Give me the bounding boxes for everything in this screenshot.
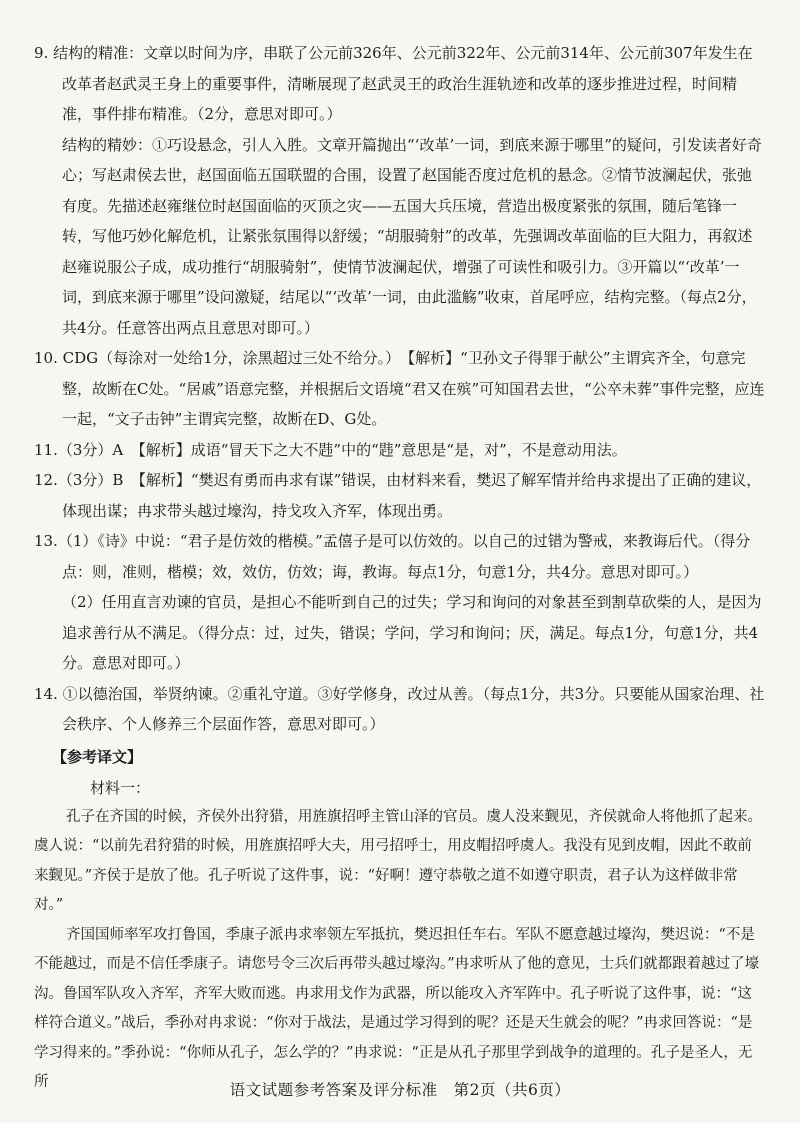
answer-q12: 12.（3分）B 【解析】“樊迟有勇而冉求有谋”错误，由材料来看，樊迟了解军情并给冉求提出了正确的建议，体现出谋；冉求带头越过壕沟，持戈攻入齐军，体现出勇。 xyxy=(34,471,762,520)
translation-paragraph-2: 齐国国师率军攻打鲁国，季康子派冉求率领左军抵抗，樊迟担任车右。军队不愿意越过壕沟，樊迟说：“不是不能越过，而是不信任季康子。请您号令三次后再带头越过壕沟。”冉求听从了他的意见，士兵们就都跟着越过了壕沟。鲁国军队攻入齐军，齐军大败而逃。冉求用戈作为武器，所以能攻入齐军阵中。孔子听说了这件事，说：“这样符合道义。”战后，季孙对冉求说：“你对于战法，是通过学习得到的呢？还是天生就会的呢？”冉求回答说：“是学习得来的。”季孙说：“你师从孔子，怎么学的？”冉求说：“正是从孔子那里学到战争的道理的。孔子是圣人，无所 xyxy=(34,926,760,1090)
translation-subheading: 材料一： xyxy=(90,778,151,797)
answer-q11: 11.（3分）A 【解析】成语“冒天下之大不韪”中的“韪”意思是“是，对”，不是意动用法。 xyxy=(34,440,627,459)
page-footer: 语文试题参考答案及评分标准 第2页（共6页） xyxy=(229,1081,571,1099)
answer-q10: 10. CDG（每涂对一处给1分，涂黑超过三处不给分。） 【解析】“卫孙文子得罪于献公”主谓宾齐全，句意完整，故断在C处。“居戚”语意完整，并根据后文语境“君又在殡”可知国君去世，“公卒未葬”事件完整，应连一起，“文子击钟”主谓宾完整，故断在D、G处。 xyxy=(34,349,765,428)
answer-q13-part2: （2）任用直言劝谏的官员，是担心不能听到自己的过失；学习和询问的对象甚至到割草砍柴的人，是因为追求善行从不满足。（得分点：过，过失，错误；学问，学习和询问；厌，满足。每点1分，句意1分，共4分。意思对即可。） xyxy=(62,593,762,672)
translation-paragraph-1: 孔子在齐国的时候，齐侯外出狩猎，用旌旗招呼主管山泽的官员。虞人没来觐见，齐侯就命人将他抓了起来。虞人说：“以前先君狩猎的时候，用旌旗招呼大夫，用弓招呼士，用皮帽招呼虞人。我没有见到皮帽，因此不敢前来觐见。”齐侯于是放了他。孔子听说了这件事，说：“好啊！遵守恭敬之道不如遵守职责，君子认为这样做非常对。” xyxy=(34,808,762,913)
answer-q9-precision: 9. 结构的精准：文章以时间为序，串联了公元前326年、公元前322年、公元前314年、公元前307年发生在改革者赵武灵王身上的重要事件，清晰展现了赵武灵王的政治生涯轨迹和改革的逐步推进过程，时间精准，事件排布精准。（2分，意思对即可。） xyxy=(34,44,753,123)
answer-q9-structure: 结构的精妙：①巧设悬念，引人入胜。文章开篇抛出“‘改革’一词，到底来源于哪里”的疑问，引发读者好奇心；写赵肃侯去世，赵国面临五国联盟的合围，设置了赵国能否度过危机的悬念。②情节波澜起伏，张弛有度。先描述赵雍继位时赵国面临的灭顶之灾——五国大兵压境，营造出极度紧张的氛围，随后笔锋一转，写他巧妙化解危机，让紧张氛围得以舒缓；“胡服骑射”的改革，先强调改革面临的巨大阻力，再叙述赵雍说服公子成，成功推行“胡服骑射”，使情节波澜起伏，增强了可读性和吸引力。③开篇以“‘改革’一词，到底来源于哪里”设问激疑，结尾以“‘改革’一词，由此滥觞”收束，首尾呼应，结构完整。（每点2分，共4分。任意答出两点且意思对即可。） xyxy=(62,135,762,337)
answer-q13-part1: 13.（1）《诗》中说：“君子是仿效的楷模。”孟僖子是可以仿效的。以自己的过错为警戒，来教诲后代。（得分点：则，准则，楷模；效，效仿，仿效；诲，教诲。每点1分，句意1分，共4分。意思对即可。） xyxy=(34,532,751,581)
translation-heading: 【参考译文】 xyxy=(52,747,143,766)
answer-q14: 14. ①以德治国，举贤纳谏。②重礼守道。③好学修身，改过从善。（每点1分，共3分。只要能从国家治理、社会秩序、个人修养三个层面作答，意思对即可。） xyxy=(34,684,765,733)
